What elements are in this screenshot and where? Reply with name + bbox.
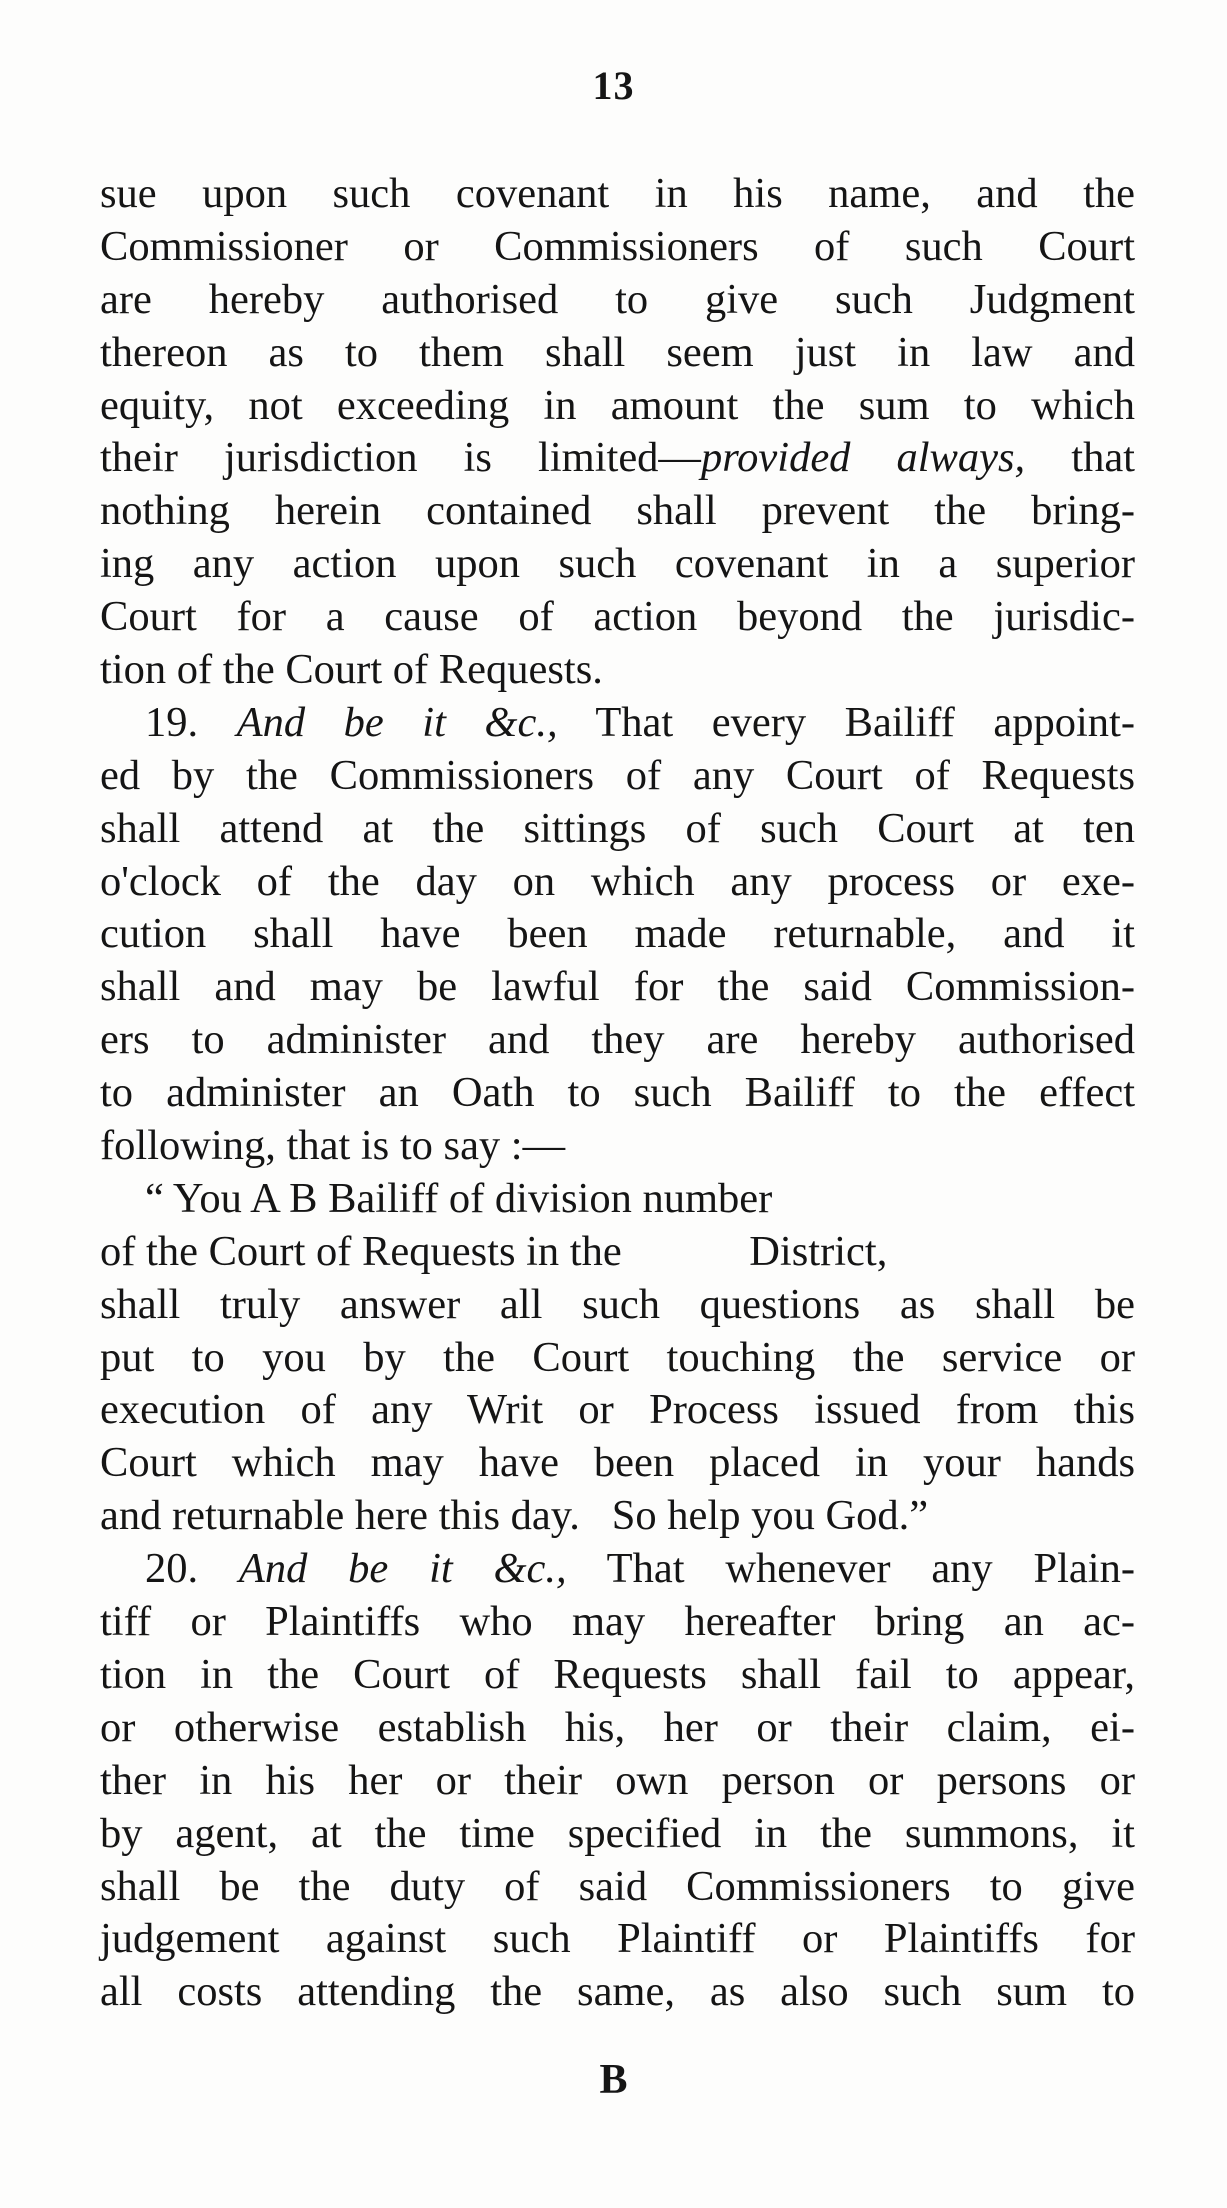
text-line — [100, 432, 1135, 485]
line-text: 19. — [145, 698, 237, 746]
text-line: tion of the Court of Requests. — [100, 646, 603, 694]
text-line: ther in his her or their own person or persons or — [100, 1756, 1135, 1804]
text-line: tion in the Court of Requests shall fail to appear, — [100, 1650, 1135, 1698]
line-text: That whenever any Plain- — [566, 1545, 1135, 1593]
text-line: tiff or Plaintiffs who may hereafter bring an ac- — [100, 1598, 1135, 1646]
text-line: o'clock of the day on which any process or exe- — [100, 857, 1135, 905]
text-line — [100, 697, 1135, 750]
text-line: sue upon such covenant in his name, and the — [100, 170, 1135, 217]
text-line: by agent, at the time specified in the summons, it — [100, 1809, 1135, 1857]
text-line: all costs attending the same, as also such sum to — [100, 1968, 1135, 2016]
text-line: Court which may have been placed in your hands — [100, 1439, 1135, 1487]
text-line: of the Court of Requests in the District, — [100, 1227, 888, 1275]
text-line: shall truly answer all such questions as shall be — [100, 1280, 1135, 1328]
text-line: shall attend at the sittings of such Court at ten — [100, 804, 1135, 852]
text-line: nothing herein contained shall prevent the bring- — [100, 487, 1135, 535]
text-line: shall be the duty of said Commissioners to give — [100, 1862, 1135, 1910]
text-line: put to you by the Court touching the service or — [100, 1333, 1135, 1381]
text-line: are hereby authorised to give such Judgment — [100, 275, 1135, 323]
text-line: ers to administer and they are hereby authorised — [100, 1016, 1135, 1064]
text-line: cution shall have been made returnable, and it — [100, 910, 1135, 958]
signature-mark: B — [599, 2057, 628, 2103]
line-text: 20. — [145, 1545, 239, 1593]
text-line — [100, 1543, 1135, 1596]
body-text — [100, 168, 1135, 2019]
text-line: shall and may be lawful for the said Commission- — [100, 963, 1135, 1011]
italic-phrase: provided always, — [700, 434, 1026, 482]
text-line: execution of any Writ or Process issued from this — [100, 1386, 1135, 1434]
page-number: 13 — [592, 63, 635, 108]
line-text: that — [1025, 434, 1135, 482]
text-line: and returnable here this day. So help you God.” — [100, 1492, 929, 1540]
text-line: following, that is to say :— — [100, 1122, 566, 1170]
line-text: their jurisdiction is limited— — [100, 434, 701, 482]
text-line: ing any action upon such covenant in a superior — [100, 540, 1135, 588]
text-line: thereon as to them shall seem just in law and — [100, 328, 1135, 376]
italic-phrase: And be it &c., — [238, 1545, 567, 1593]
text-line: equity, not exceeding in amount the sum to which — [100, 381, 1135, 429]
text-line: “ You A B Bailiff of division number — [145, 1174, 773, 1222]
text-line: to administer an Oath to such Bailiff to the effect — [100, 1069, 1135, 1117]
line-text: That every Bailiff appoint- — [557, 698, 1135, 746]
text-line: ed by the Commissioners of any Court of Requests — [100, 751, 1135, 799]
text-line: Court for a cause of action beyond the jurisdic- — [100, 593, 1135, 641]
text-line: Commissioner or Commissioners of such Court — [100, 222, 1135, 270]
italic-phrase: And be it &c., — [236, 698, 558, 746]
text-line: or otherwise establish his, her or their claim, ei- — [100, 1703, 1135, 1751]
text-line: judgement against such Plaintiff or Plaintiffs for — [100, 1915, 1135, 1963]
